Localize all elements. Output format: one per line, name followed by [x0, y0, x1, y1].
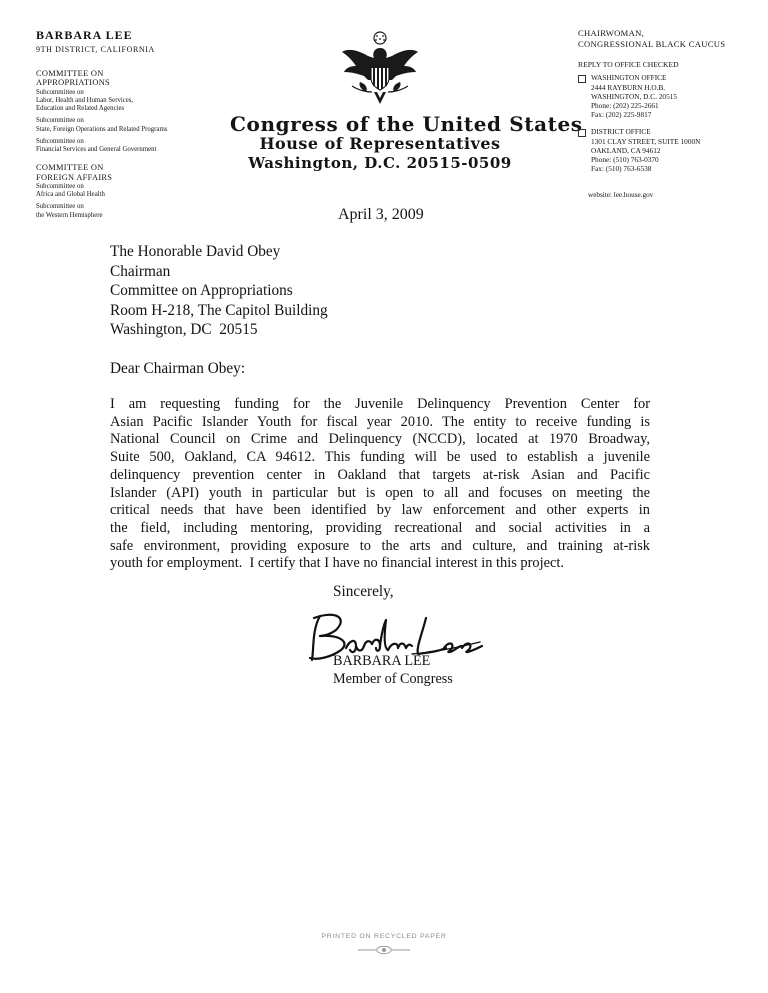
subcommittee-line: Financial Services and General Government	[36, 146, 157, 154]
subcommittee	[36, 117, 167, 133]
address-line: Chairman	[110, 262, 171, 280]
office-line: Fax: (202) 225-9817	[591, 110, 652, 120]
member-name: BARBARA LEE	[36, 28, 133, 42]
signer-block	[333, 652, 453, 688]
address-line: Washington, DC 20515	[110, 321, 258, 338]
letterhead-house: House of Representatives	[259, 134, 501, 153]
subcommittee-line: Subcommittee on	[36, 183, 84, 191]
right-column	[578, 28, 725, 199]
signer-name: BARBARA LEE	[333, 653, 431, 669]
letterhead-washington: Washington, D.C. 20515-0509	[248, 154, 512, 172]
subcommittee-line: Africa and Global Health	[36, 191, 105, 199]
subcommittee-line: Subcommittee on	[36, 203, 84, 211]
salutation: Dear Chairman Obey:	[110, 360, 246, 377]
committee-name-line: COMMITTEE ON	[36, 69, 104, 78]
office-line: OAKLAND, CA 94612	[591, 145, 661, 155]
subcommittee	[36, 89, 167, 114]
committee-appropriations	[36, 69, 167, 154]
subcommittee	[36, 203, 167, 219]
letterhead-congress: Congress of the United States	[230, 112, 583, 136]
district-office	[578, 127, 725, 173]
office-line: Phone: (510) 763-0370	[591, 155, 659, 165]
recycled-paper-notice: PRINTED ON RECYCLED PAPER	[321, 933, 447, 940]
committee-name-line: COMMITTEE ON	[36, 163, 104, 173]
subcommittee-line: Education and Related Agencies	[36, 105, 125, 113]
body-line: safe environment, providing exposure to the arts and culture, and training at-risk	[110, 537, 650, 554]
subcommittee-line: Labor, Health and Human Services,	[36, 97, 134, 105]
office-line: 2444 RAYBURN H.O.B.	[591, 82, 666, 92]
letter-body	[110, 396, 650, 573]
subcommittee-line: the Western Hemisphere	[36, 211, 103, 219]
checkbox-icon	[578, 75, 586, 83]
subcommittee-line: Subcommittee on	[36, 137, 84, 145]
chair-title-line: CONGRESSIONAL BLACK CAUCUS	[578, 39, 726, 49]
committee-foreign-affairs	[36, 163, 167, 220]
office-line: DISTRICT OFFICE	[591, 127, 651, 137]
closing: Sincerely,	[333, 583, 394, 600]
signer-title: Member of Congress	[333, 671, 453, 687]
address-line: The Honorable David Obey	[110, 243, 281, 260]
letter-date: April 3, 2009	[338, 206, 424, 223]
committee-name-line: FOREIGN AFFAIRS	[36, 172, 113, 182]
body-line: critical needs that have been identified by law enforcement and other experts in	[110, 502, 650, 519]
office-line: Phone: (202) 225-2661	[591, 101, 659, 111]
subcommittee-line: Subcommittee on	[36, 88, 84, 96]
address-line: Room H-218, The Capitol Building	[110, 301, 328, 319]
office-line: 1301 CLAY STREET, SUITE 1000N	[591, 136, 701, 146]
address-line: Committee on Appropriations	[110, 282, 293, 299]
subcommittee	[36, 138, 167, 154]
office-line: WASHINGTON, D.C. 20515	[591, 91, 678, 101]
ornament-icon	[354, 944, 414, 956]
committee-name-line: APPROPRIATIONS	[36, 78, 111, 88]
subcommittee-line: State, Foreign Operations and Related Programs	[36, 125, 168, 133]
office-line: WASHINGTON OFFICE	[591, 73, 667, 83]
body-line: youth for employment. I certify that I have no financial interest in this project.	[110, 555, 564, 572]
body-line: National Council on Crime and Delinquency (NCCD), located at 1970 Broadway,	[110, 431, 650, 448]
body-line: the field, including mentoring, providing recreational and social activities in a	[110, 519, 650, 536]
body-line: Suite 500, Oakland, CA 94612. This funding will be used to establish a juvenile	[110, 449, 650, 466]
eagle-seal-icon	[338, 30, 422, 114]
member-district: 9TH DISTRICT, CALIFORNIA	[36, 45, 155, 54]
body-line: Islander (API) youth in particular but is open to all and focuses on meeting the	[110, 484, 650, 501]
recipient-address	[110, 242, 328, 340]
washington-office	[578, 73, 725, 119]
body-line: Asian Pacific Islander Youth for fiscal year 2010. The entity to receive funding is	[110, 413, 650, 430]
left-column	[36, 28, 167, 220]
subcommittee-line: Subcommittee on	[36, 117, 84, 125]
checkbox-icon	[578, 129, 586, 137]
website: website: lee.house.gov	[588, 191, 654, 200]
body-line: delinquency prevention center in Oakland that targets at-risk Asian and Pacific	[110, 466, 650, 483]
chair-title-line: CHAIRWOMAN,	[578, 28, 645, 38]
body-line: I am requesting funding for the Juvenile Delinquency Prevention Center for	[110, 396, 650, 412]
subcommittee	[36, 183, 167, 199]
reply-instruction: REPLY TO OFFICE CHECKED	[578, 60, 679, 69]
office-line: Fax: (510) 763-6538	[591, 164, 652, 174]
